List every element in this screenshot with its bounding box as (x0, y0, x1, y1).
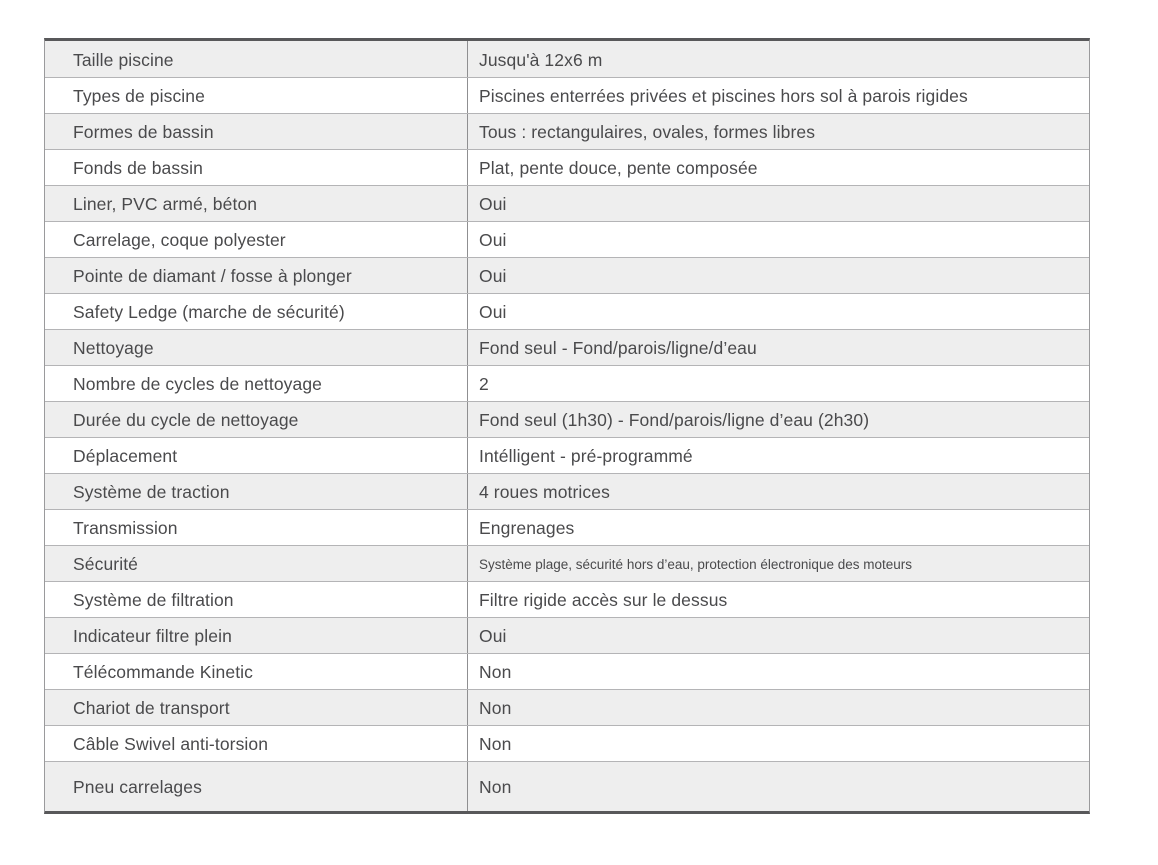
spec-label: Carrelage, coque polyester (45, 222, 468, 257)
table-row (45, 401, 1089, 437)
table-row (45, 581, 1089, 617)
spec-label: Transmission (45, 510, 468, 545)
table-row (45, 41, 1089, 77)
spec-value: Non (479, 662, 512, 682)
spec-value: Non (479, 698, 512, 718)
table-row (45, 329, 1089, 365)
spec-value: Oui (479, 230, 507, 250)
table-row (45, 113, 1089, 149)
table-row (45, 185, 1089, 221)
spec-value: 4 roues motrices (479, 482, 610, 502)
table-row (45, 617, 1089, 653)
table-row (45, 77, 1089, 113)
spec-value: Tous : rectangulaires, ovales, formes libres (479, 122, 816, 142)
spec-label: Déplacement (45, 438, 468, 473)
table-row (45, 365, 1089, 401)
table-row (45, 293, 1089, 329)
spec-label: Durée du cycle de nettoyage (45, 402, 468, 437)
spec-value: Jusqu'à 12x6 m (479, 49, 603, 70)
spec-label: Safety Ledge (marche de sécurité) (45, 294, 468, 329)
spec-label: Fonds de bassin (45, 150, 468, 185)
spec-value: Filtre rigide accès sur le dessus (479, 590, 728, 610)
spec-value: Système plage, sécurité hors d’eau, protection électronique des moteurs (479, 557, 912, 572)
table-row (45, 437, 1089, 473)
table-row (45, 221, 1089, 257)
spec-value: Engrenages (479, 518, 575, 538)
spec-label: Types de piscine (45, 78, 468, 113)
table-row (45, 509, 1089, 545)
spec-value: Fond seul (1h30) - Fond/parois/ligne d’eau (2h30) (479, 410, 870, 430)
spec-value: Non (479, 734, 512, 754)
spec-label: Nettoyage (45, 330, 468, 365)
spec-table (44, 38, 1090, 814)
spec-label: Pneu carrelages (45, 762, 468, 811)
spec-label: Taille piscine (45, 41, 468, 77)
spec-label: Nombre de cycles de nettoyage (45, 366, 468, 401)
spec-label: Système de traction (45, 474, 468, 509)
spec-label: Télécommande Kinetic (45, 654, 468, 689)
table-row (45, 545, 1089, 581)
spec-value: Piscines enterrées privées et piscines hors sol à parois rigides (479, 86, 968, 106)
spec-label: Liner, PVC armé, béton (45, 186, 468, 221)
spec-value: Intélligent - pré-programmé (479, 446, 693, 466)
table-row (45, 149, 1089, 185)
spec-label: Système de filtration (45, 582, 468, 617)
spec-label: Formes de bassin (45, 114, 468, 149)
spec-value: Fond seul - Fond/parois/ligne/d’eau (479, 338, 757, 358)
table-row (45, 653, 1089, 689)
spec-label: Sécurité (45, 546, 468, 581)
table-row (45, 761, 1089, 811)
table-row (45, 725, 1089, 761)
spec-value: Oui (479, 266, 507, 286)
table-row (45, 473, 1089, 509)
table-row (45, 257, 1089, 293)
spec-value: 2 (479, 374, 489, 394)
spec-label: Câble Swivel anti-torsion (45, 726, 468, 761)
spec-label: Chariot de transport (45, 690, 468, 725)
spec-value: Oui (479, 626, 507, 646)
spec-value: Oui (479, 302, 507, 322)
spec-value: Oui (479, 194, 507, 214)
spec-label: Pointe de diamant / fosse à plonger (45, 258, 468, 293)
spec-value: Plat, pente douce, pente composée (479, 158, 758, 178)
spec-value: Non (479, 777, 512, 797)
table-row (45, 689, 1089, 725)
spec-label: Indicateur filtre plein (45, 618, 468, 653)
